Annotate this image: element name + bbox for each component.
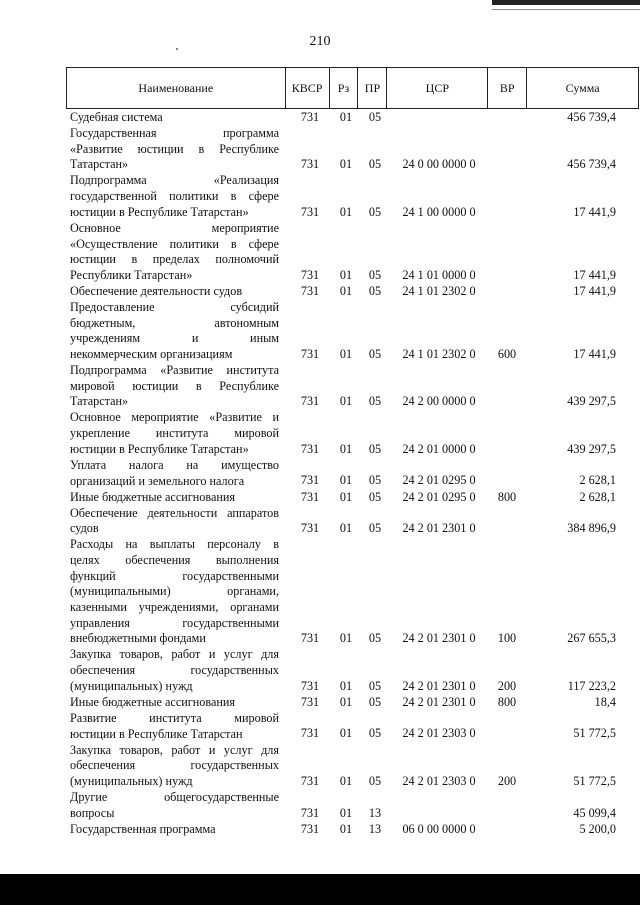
row-name-line: судов	[70, 521, 99, 536]
row-name-line: укрепление института мировой	[70, 426, 279, 441]
row-pr: 05	[368, 441, 382, 456]
row-pr: 05	[368, 726, 382, 741]
table-row	[0, 173, 640, 220]
row-csr: 24 2 01 0295 0	[402, 473, 476, 488]
row-name	[70, 284, 279, 300]
row-kvsr: 731	[300, 394, 320, 409]
row-name-line: Обеспечение деятельности аппаратов	[70, 505, 279, 520]
table-row	[0, 711, 640, 742]
row-pr: 05	[368, 204, 382, 219]
table-row	[0, 126, 640, 173]
row-pr: 13	[368, 821, 382, 836]
row-name-line: Татарстан»	[70, 394, 129, 409]
row-name-line: юстиции в Республике Татарстан	[70, 726, 243, 741]
scan-bottom-bar	[0, 874, 640, 905]
row-vr: 200	[497, 678, 517, 693]
row-name-line: мировой юстиции в Республике	[70, 378, 279, 393]
row-rz: 01	[339, 346, 353, 361]
table-row	[0, 284, 640, 300]
row-pr: 05	[368, 489, 382, 504]
row-sum: 456 739,4	[567, 110, 616, 124]
row-csr: 24 2 01 2303 0	[402, 773, 476, 788]
row-pr: 05	[368, 631, 382, 646]
table-row	[0, 363, 640, 410]
row-name	[70, 711, 279, 742]
row-name-line: Расходы на выплаты персоналу в	[70, 537, 279, 552]
row-kvsr: 731	[300, 805, 320, 820]
row-vr: 600	[497, 346, 517, 361]
row-name-line: управления государственными	[70, 615, 279, 630]
row-kvsr: 731	[300, 726, 320, 741]
row-name	[70, 221, 279, 284]
row-name-line: Уплата налога на имущество	[70, 457, 279, 472]
table-row	[0, 647, 640, 694]
row-name-line: Государственная программа	[70, 126, 279, 140]
row-name	[70, 490, 279, 506]
row-vr: 200	[497, 773, 517, 788]
row-csr: 24 2 01 2301 0	[402, 521, 476, 536]
row-name	[70, 173, 279, 220]
row-vr: 800	[497, 694, 517, 709]
row-rz: 01	[339, 726, 353, 741]
row-kvsr: 731	[300, 346, 320, 361]
row-name	[70, 695, 279, 711]
row-sum: 51 772,5	[573, 773, 616, 788]
table-row	[0, 743, 640, 790]
row-name-line: Основное мероприятие	[70, 220, 279, 235]
row-csr: 24 2 01 0295 0	[402, 489, 476, 504]
header-pr: ПР	[358, 68, 387, 108]
row-csr: 24 2 01 2301 0	[402, 631, 476, 646]
row-name	[70, 506, 279, 537]
row-kvsr: 731	[300, 157, 320, 172]
row-name	[70, 363, 279, 410]
row-kvsr: 731	[300, 773, 320, 788]
row-rz: 01	[339, 267, 353, 282]
row-kvsr: 731	[300, 631, 320, 646]
row-vr: 800	[497, 489, 517, 504]
row-rz: 01	[339, 521, 353, 536]
row-sum: 2 628,1	[579, 473, 616, 488]
row-name-line: Основное мероприятие «Развитие и	[70, 410, 279, 425]
row-sum: 5 200,0	[579, 821, 616, 836]
row-name-line: Подпрограмма «Реализация	[70, 173, 279, 188]
row-name-line: Республики Татарстан»	[70, 267, 193, 282]
row-name-line: Развитие института мировой	[70, 710, 279, 725]
row-name-line: (муниципальными) органами,	[70, 584, 279, 599]
row-sum: 2 628,1	[579, 489, 616, 504]
row-kvsr: 731	[300, 267, 320, 282]
row-name-line: целях обеспечения выполнения	[70, 552, 279, 567]
table-row	[0, 410, 640, 457]
row-kvsr: 731	[300, 489, 320, 504]
row-name-line: организаций и земельного налога	[70, 473, 245, 488]
row-pr: 13	[368, 805, 382, 820]
row-name	[70, 537, 279, 647]
row-kvsr: 731	[300, 694, 320, 709]
row-sum: 439 297,5	[567, 441, 616, 456]
row-name-line: Государственная программа	[70, 821, 216, 836]
row-name-line: «Осуществление политики в сфере	[70, 236, 279, 251]
row-name-line: внебюджетными фондами	[70, 631, 206, 646]
header-vr: ВР	[488, 68, 527, 108]
row-name-line: Предоставление субсидий	[70, 299, 279, 314]
row-rz: 01	[339, 489, 353, 504]
row-name-line: Другие общегосударственные	[70, 789, 279, 804]
row-sum: 17 441,9	[573, 346, 616, 361]
header-kvsr: КВСР	[286, 68, 330, 108]
table-row	[0, 300, 640, 363]
table-row	[0, 537, 640, 647]
row-csr: 24 1 01 2302 0	[402, 283, 476, 298]
row-name-line: обеспечения государственных	[70, 663, 279, 678]
row-name-line: обеспечения государственных	[70, 758, 279, 773]
row-pr: 05	[368, 267, 382, 282]
row-pr: 05	[368, 283, 382, 298]
row-name	[70, 126, 279, 173]
row-kvsr: 731	[300, 521, 320, 536]
row-name-line: юстиции в пределах полномочий	[70, 252, 279, 267]
row-kvsr: 731	[300, 441, 320, 456]
row-kvsr: 731	[300, 473, 320, 488]
row-rz: 01	[339, 204, 353, 219]
row-rz: 01	[339, 110, 353, 124]
row-rz: 01	[339, 678, 353, 693]
row-kvsr: 731	[300, 678, 320, 693]
row-csr: 24 1 00 0000 0	[402, 204, 476, 219]
table-row	[0, 458, 640, 489]
row-rz: 01	[339, 394, 353, 409]
row-name	[70, 458, 279, 489]
row-rz: 01	[339, 805, 353, 820]
row-csr: 24 0 00 0000 0	[402, 157, 476, 172]
row-pr: 05	[368, 521, 382, 536]
row-name-line: Судебная система	[70, 110, 163, 124]
row-csr: 24 1 01 0000 0	[402, 267, 476, 282]
row-rz: 01	[339, 821, 353, 836]
row-name	[70, 300, 279, 363]
row-csr: 24 2 01 2303 0	[402, 726, 476, 741]
table-row	[0, 790, 640, 821]
table-row	[0, 506, 640, 537]
row-kvsr: 731	[300, 110, 320, 124]
row-pr: 05	[368, 473, 382, 488]
row-sum: 18,4	[594, 694, 616, 709]
page-number: 210	[309, 34, 331, 49]
row-name-line: вопросы	[70, 805, 115, 820]
row-rz: 01	[339, 283, 353, 298]
row-pr: 05	[368, 346, 382, 361]
row-name-line: некоммерческим организациям	[70, 347, 233, 361]
row-rz: 01	[339, 441, 353, 456]
row-sum: 384 896,9	[567, 521, 616, 536]
row-name-line: Иные бюджетные ассигнования	[70, 489, 236, 504]
row-csr: 24 1 01 2302 0	[402, 346, 476, 361]
header-name: Наименование	[67, 68, 286, 108]
row-rz: 01	[339, 157, 353, 172]
row-name-line: казенными учреждениями, органами	[70, 600, 279, 614]
row-sum: 17 441,9	[573, 267, 616, 282]
row-csr: 24 2 01 0000 0	[402, 441, 476, 456]
row-name	[70, 822, 279, 838]
table-row	[0, 822, 640, 838]
row-name-line: «Развитие юстиции в Республике	[70, 141, 279, 156]
row-name-line: государственной политики в сфере	[70, 189, 279, 204]
header-sum: Сумма	[527, 68, 639, 108]
row-name-line: Подпрограмма «Развитие института	[70, 363, 279, 377]
row-name-line: Иные бюджетные ассигнования	[70, 694, 236, 709]
row-name-line: Закупка товаров, работ и услуг для	[70, 647, 279, 662]
row-pr: 05	[368, 157, 382, 172]
row-pr: 05	[368, 773, 382, 788]
row-name	[70, 110, 279, 126]
row-name	[70, 790, 279, 821]
row-name	[70, 410, 279, 457]
row-name-line: учреждениям и иным	[70, 331, 279, 346]
row-rz: 01	[339, 773, 353, 788]
row-pr: 05	[368, 394, 382, 409]
table-row	[0, 695, 640, 711]
row-name	[70, 743, 279, 790]
row-sum: 51 772,5	[573, 726, 616, 741]
row-csr: 24 2 00 0000 0	[402, 394, 476, 409]
row-rz: 01	[339, 631, 353, 646]
row-csr: 24 2 01 2301 0	[402, 678, 476, 693]
row-name-line: (муниципальных) нужд	[70, 678, 193, 693]
row-pr: 05	[368, 110, 382, 124]
row-kvsr: 731	[300, 821, 320, 836]
row-name-line: бюджетным, автономным	[70, 315, 279, 330]
row-rz: 01	[339, 694, 353, 709]
row-sum: 17 441,9	[573, 204, 616, 219]
row-name-line: Закупка товаров, работ и услуг для	[70, 742, 279, 757]
row-vr: 100	[497, 631, 517, 646]
header-rz: Рз	[330, 68, 359, 108]
row-name-line: Обеспечение деятельности судов	[70, 283, 243, 298]
row-csr: 24 2 01 2301 0	[402, 694, 476, 709]
row-name-line: (муниципальных) нужд	[70, 773, 193, 788]
row-sum: 45 099,4	[573, 805, 616, 820]
row-rz: 01	[339, 473, 353, 488]
row-kvsr: 731	[300, 204, 320, 219]
header-csr: ЦСР	[387, 68, 488, 108]
row-sum: 117 223,2	[567, 678, 616, 693]
row-sum: 17 441,9	[573, 283, 616, 298]
row-name	[70, 647, 279, 694]
row-sum: 439 297,5	[567, 394, 616, 409]
table-row	[0, 110, 640, 126]
row-pr: 05	[368, 678, 382, 693]
row-name-line: юстиции в Республике Татарстан»	[70, 441, 249, 456]
row-sum: 267 655,3	[567, 631, 616, 646]
row-kvsr: 731	[300, 283, 320, 298]
row-pr: 05	[368, 694, 382, 709]
table-row	[0, 221, 640, 284]
row-csr: 06 0 00 0000 0	[402, 821, 476, 836]
row-name-line: Татарстан»	[70, 157, 129, 172]
row-name-line: функций государственными	[70, 568, 279, 583]
table-row	[0, 490, 640, 506]
row-name-line: юстиции в Республике Татарстан»	[70, 204, 249, 219]
row-sum: 456 739,4	[567, 157, 616, 172]
